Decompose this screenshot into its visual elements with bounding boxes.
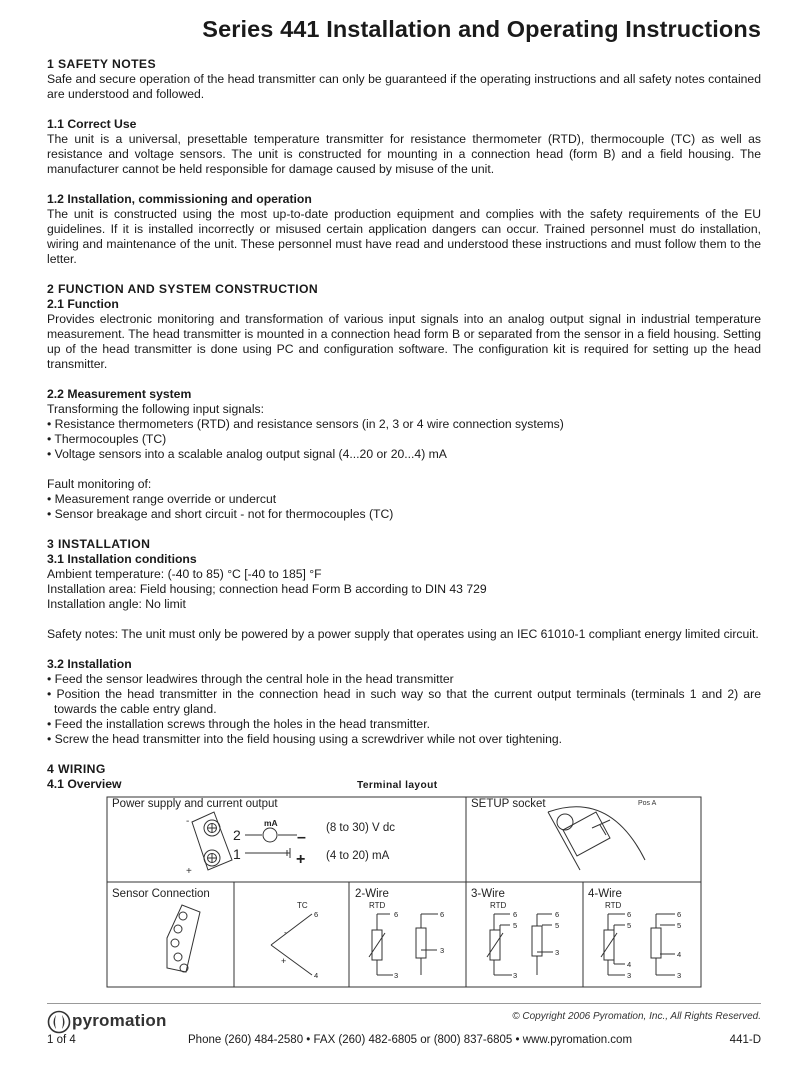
wire2-terminal-6a: 6	[394, 910, 399, 919]
terminal-2-label: 2	[233, 827, 241, 843]
sensor-connection-label: Sensor Connection	[112, 888, 210, 900]
plus-sign-transmitter: +	[186, 866, 192, 877]
list-item: • Voltage sensors into a scalable analog output signal (4...20 or 20...4) mA	[47, 447, 447, 461]
paragraph-measurement-system: Transforming the following input signals:	[47, 402, 265, 416]
page-title: Series 441 Installation and Operating Instructions	[202, 16, 761, 42]
brand-name: pyromation	[72, 1011, 167, 1030]
ammeter-circuit	[245, 828, 297, 858]
wire4-terminal-5a: 5	[627, 921, 632, 930]
thermocouple-symbol	[271, 914, 312, 975]
list-item: • Sensor breakage and short circuit - not for thermocouples (TC)	[47, 507, 394, 521]
sensor-terminals-icon	[167, 905, 200, 972]
tc-minus-sign: -	[284, 928, 287, 937]
wire4-terminal-4a: 4	[627, 960, 632, 969]
wire3-terminal-3b: 3	[555, 948, 560, 957]
section-heading-wiring: 4 WIRING	[47, 762, 106, 776]
terminal-layout-label: Terminal layout	[357, 780, 438, 791]
wire4-terminal-6a: 6	[627, 910, 632, 919]
wire2-label: 2-Wire	[355, 888, 389, 900]
tc-terminal-4: 4	[314, 971, 319, 980]
subheading-installation-conditions: 3.1 Installation conditions	[47, 552, 197, 566]
subheading-installation: 3.2 Installation	[47, 657, 132, 671]
diagram-frame	[107, 797, 701, 987]
wire2-terminal-3b: 3	[440, 946, 445, 955]
transmitter-icon	[192, 812, 232, 870]
condition-line: Ambient temperature: (-40 to 85) °C [-40 to 185] °F	[47, 567, 322, 581]
subheading-measurement-system: 2.2 Measurement system	[47, 387, 192, 401]
list-item: • Feed the sensor leadwires through the central hole in the head transmitter	[47, 672, 454, 686]
subheading-installation-commissioning: 1.2 Installation, commissioning and operation	[47, 192, 312, 206]
ma-label: mA	[264, 818, 278, 828]
section-heading-installation: 3 INSTALLATION	[47, 537, 151, 551]
wire4-terminal-3b: 3	[677, 971, 682, 980]
list-item: • Screw the head transmitter into the field housing using a screwdriver while not over tightening.	[47, 732, 563, 746]
page-number: 1 of 4	[47, 1034, 76, 1046]
wire4-rtd-label: RTD	[605, 901, 622, 910]
list-item: • Feed the installation screws through the holes in the head transmitter.	[47, 717, 430, 731]
pyromation-logo-icon	[47, 1010, 71, 1034]
pos-a-label: Pos A	[638, 800, 657, 807]
wire2-rtd-label: RTD	[369, 901, 386, 910]
document-body	[47, 57, 761, 792]
wire3-rtd-symbol	[487, 914, 553, 975]
current-range: (4 to 20) mA	[326, 850, 390, 862]
subheading-correct-use: 1.1 Correct Use	[47, 117, 137, 131]
minus-sign-transmitter: -	[186, 816, 190, 827]
terminal-1-label: 1	[233, 846, 241, 862]
wire4-label: 4-Wire	[588, 888, 622, 900]
wire2-rtd-symbol	[369, 914, 438, 975]
section-heading-safety: 1 SAFETY NOTES	[47, 57, 156, 71]
tc-label: TC	[297, 901, 308, 910]
wire2-terminal-6b: 6	[440, 910, 445, 919]
footer-divider	[47, 1003, 761, 1004]
setup-socket-icon	[548, 807, 645, 870]
wire4-terminal-5b: 5	[677, 921, 682, 930]
setup-socket-label: SETUP socket	[471, 798, 546, 810]
subheading-overview: 4.1 Overview	[47, 777, 122, 791]
list-item: • Thermocouples (TC)	[47, 432, 167, 446]
safety-note-paragraph: Safety notes: The unit must only be powered by a power supply that operates using an IEC 61010-1 compliant energy limited circuit.	[47, 627, 759, 641]
voltage-range: (8 to 30) V dc	[326, 822, 396, 834]
wire3-terminal-5a: 5	[513, 921, 518, 930]
safety-intro: Safe and secure operation of the head transmitter can only be guaranteed if the operating instructions and all safety notes contained are understood and followed.	[47, 72, 761, 101]
power-supply-label: Power supply and current output	[112, 798, 278, 810]
paragraph-function: Provides electronic monitoring and transformation of various input signals into an analog output signal in industrial temperature measurement. The head transmitter is mounted in a connection head form B or separated from the sensor in a field housing. Setting up of the head transmitter is done using PC and configuration software. The configuration kit is required for setting up the head transmitter.	[47, 312, 761, 371]
wire3-terminal-6a: 6	[513, 910, 518, 919]
section-heading-function: 2 FUNCTION AND SYSTEM CONSTRUCTION	[47, 282, 319, 296]
wire4-terminal-4b: 4	[677, 950, 682, 959]
paragraph-correct-use: The unit is a universal, presettable temperature transmitter for resistance thermometer (RTD), thermocouple (TC) as well as resistance and voltage sensors. The unit is constructed for mounting in a connection head (form B) and a field housing. The manufacturer cannot be held responsible for damage caused by misuse of the unit.	[47, 132, 761, 176]
wire3-terminal-6b: 6	[555, 910, 560, 919]
copyright-notice: © Copyright 2006 Pyromation, Inc., All Rights Reserved.	[512, 1011, 761, 1022]
list-item: • Measurement range override or undercut	[47, 492, 277, 506]
list-item: • Position the head transmitter in the connection head in such way so that the current output terminals (terminals 1 and 2) are towards the cable entry gland.	[47, 687, 761, 716]
tc-terminal-6: 6	[314, 910, 319, 919]
document-id: 441-D	[729, 1034, 761, 1046]
output-minus-sign: –	[297, 829, 306, 846]
wire4-rtd-symbol	[601, 914, 675, 975]
fault-monitoring-label: Fault monitoring of:	[47, 477, 152, 491]
contact-info: Phone (260) 484-2580 • FAX (260) 482-6805 or (800) 837-6805 • www.pyromation.com	[188, 1034, 633, 1046]
paragraph-installation-commissioning: The unit is constructed using the most up-to-date production equipment and complies with the safety requirements of the EU guidelines. If it is installed incorrectly or misused certain application dangers can occur. Trained personnel must do installation, wiring and maintenance of the unit. These personnel must have read and understood these instructions and must follow them to the letter.	[47, 207, 761, 266]
wire2-terminal-3a: 3	[394, 971, 399, 980]
wire3-terminal-3a: 3	[513, 971, 518, 980]
condition-line: Installation area: Field housing; connection head Form B according to DIN 43 729	[47, 582, 487, 596]
wire3-label: 3-Wire	[471, 888, 505, 900]
wire4-terminal-6b: 6	[677, 910, 682, 919]
subheading-function: 2.1 Function	[47, 297, 119, 311]
wire3-rtd-label: RTD	[490, 901, 507, 910]
wire3-terminal-5b: 5	[555, 921, 560, 930]
wire4-terminal-3a: 3	[627, 971, 632, 980]
output-plus-sign: +	[296, 851, 306, 868]
tc-plus-sign: +	[281, 956, 287, 966]
list-item: • Resistance thermometers (RTD) and resistance sensors (in 2, 3 or 4 wire connection systems)	[47, 417, 564, 431]
condition-line: Installation angle: No limit	[47, 597, 186, 611]
